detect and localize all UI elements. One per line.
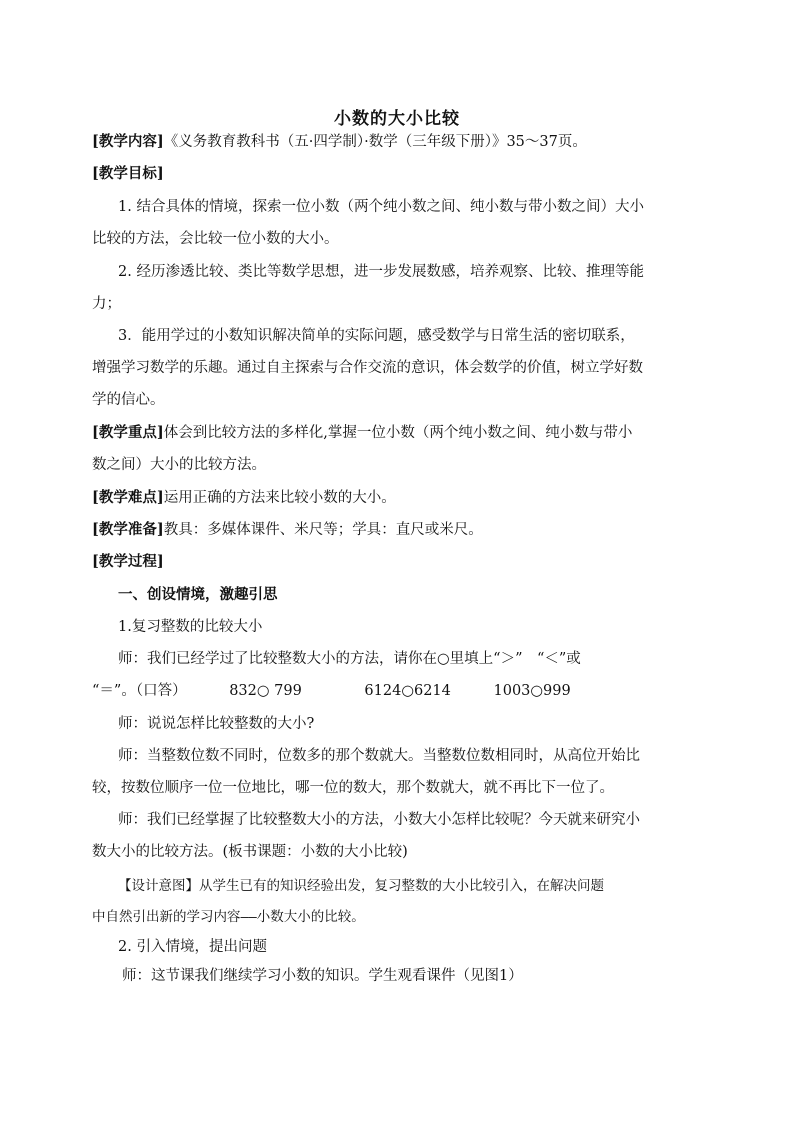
difficulty-label: [教学难点] [92,489,164,506]
goal-1-line-a: 1. 结合具体的情境，探索一位小数（两个纯小数之间、纯小数与带小数之间）大小 [118,199,644,215]
preparation-text: 教具：多媒体课件、米尺等；学具：直尺或米尺。 [163,522,483,538]
key-point-line-a [92,422,712,444]
compare-item-2: 6124○6214 [364,683,451,699]
teacher-line-3a: 师：当整数位数不同时，位数多的那个数就大。当整数位数相同时，从高位开始比 [118,748,640,764]
key-point-text-a: 体会到比较方法的多样化,掌握一位小数（两个纯小数之间、纯小数与带小 [163,425,633,441]
design-intent-line-b: 中自然引出新的学习内容——小数大小的比较。 [92,909,365,925]
step-1-heading: 1.复习整数的比较大小 [118,619,263,635]
teacher-line-5: 师：这节课我们继续学习小数的知识。学生观看课件（见图1） [122,968,523,984]
design-intent-line-a: 【设计意图】从学生已有的知识经验出发，复习整数的大小比较引入，在解决问题 [118,878,604,894]
section-1-heading: 一、创设情境，激趣引思 [118,586,278,603]
document-title: 小数的大小比较 [334,109,460,129]
goal-3-line-b: 增强学习数学的乐趣。通过自主探索与合作交流的意识，体会数学的价值，树立学好数 [92,360,643,376]
goal-2-line-a: 2. 经历渗透比较、类比等数学思想，进一步发展数感，培养观察、比较、推理等能 [118,264,644,280]
key-point-line-b: 数之间）大小的比较方法。 [92,457,266,473]
goal-2-line-b: 力； [92,296,121,312]
difficulty-line [92,487,712,509]
teacher-line-4a: 师：我们已经掌握了比较整数大小的方法，小数大小怎样比较呢？今天就来研究小 [118,812,640,828]
compare-item-3: 1003○999 [493,683,571,699]
goal-1-line-b: 比较的方法，会比较一位小数的大小。 [92,231,339,247]
preparation-label: [教学准备] [92,521,164,538]
answer-prompt: “＝”。（口答） [92,683,187,699]
compare-item-1: 832○ 799 [229,683,302,699]
preparation-line [92,519,712,541]
teaching-content-label: [教学内容] [92,133,164,150]
teacher-line-2: 师：说说怎样比较整数的大小? [118,716,315,732]
teacher-line-1b [92,680,712,702]
difficulty-text: 运用正确的方法来比较小数的大小。 [163,490,396,506]
goal-3-line-a: 3．能用学过的小数知识解决简单的实际问题，感受数学与日常生活的密切联系， [118,328,635,344]
teaching-content-text: 《义务教育教科书（五·四学制）·数学（三年级下册）》35～37页。 [163,134,587,150]
teacher-line-4b: 数大小的比较方法。(板书课题：小数的大小比较) [92,844,408,860]
step-2-heading: 2. 引入情境，提出问题 [118,939,267,955]
goal-3-line-c: 学的信心。 [92,392,165,408]
teaching-goals-label: [教学目标] [92,165,164,182]
process-label: [教学过程] [92,553,164,570]
key-point-label: [教学重点] [92,424,164,441]
teacher-line-1a: 师：我们已经学过了比较整数大小的方法，请你在○里填上“＞” “＜”或 [118,651,581,667]
teacher-line-3b: 较，按数位顺序一位一位地比，哪一位的数大，那个数就大，就不再比下一位了。 [92,780,614,796]
teaching-content-line [92,131,712,153]
